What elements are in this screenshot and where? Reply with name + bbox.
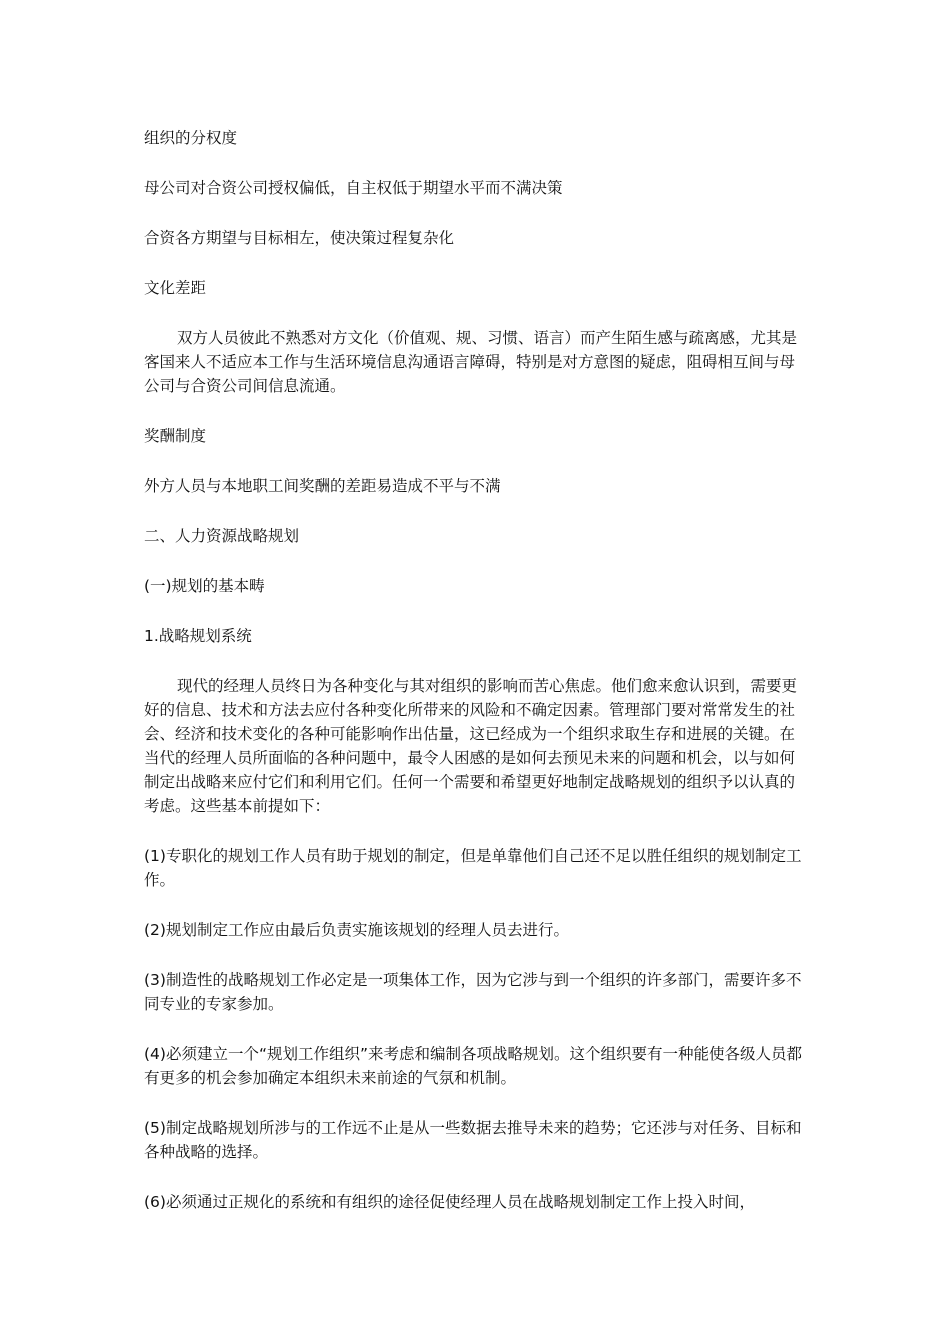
paragraph-heading-decentralization: 组织的分权度: [144, 129, 238, 147]
document-page: [144, 126, 809, 1214]
paragraph: 双方人员彼此不熟悉对方文化（价值观、规、习惯、语言）而产生陌生感与疏离感，尤其是客国来人不适应本工作与生活环境信息沟通语言障碍，特别是对方意图的疑虑，阻碍相互间与母公司与合资公司间信息流通。: [144, 329, 798, 395]
list-item: (6)必须通过正规化的系统和有组织的途径促使经理人员在战略规划制定工作上投入时间，: [144, 1193, 755, 1211]
paragraph: 合资各方期望与目标相左，使决策过程复杂化: [144, 229, 455, 247]
subsection-heading: 1.战略规划系统: [144, 627, 252, 645]
section-heading: 二、人力资源战略规划: [144, 527, 300, 545]
list-item: (5)制定战略规划所涉与的工作远不止是从一些数据去推导未来的趋势；它还涉与对任务、目标和各种战略的选择。: [144, 1119, 802, 1161]
list-item: (4)必须建立一个“规划工作组织”来考虑和编制各项战略规划。这个组织要有一种能使各级人员都有更多的机会参加确定本组织未来前途的气氛和机制。: [144, 1045, 803, 1087]
paragraph: 母公司对合资公司授权偏低，自主权低于期望水平而不满决策: [144, 179, 563, 197]
paragraph-heading-culture-gap: 文化差距: [144, 279, 207, 297]
paragraph-heading-reward-system: 奖酬制度: [144, 427, 207, 445]
list-item: (1)专职化的规划工作人员有助于规划的制定，但是单靠他们自己还不足以胜任组织的规划制定工作。: [144, 847, 802, 889]
list-item: (3)制造性的战略规划工作必定是一项集体工作，因为它涉与到一个组织的许多部门，需要许多不同专业的专家参加。: [144, 971, 802, 1013]
paragraph: 现代的经理人员终日为各种变化与其对组织的影响而苦心焦虑。他们愈来愈认识到，需要更好的信息、技术和方法去应付各种变化所带来的风险和不确定因素。管理部门要对常常发生的社会、经济和技术变化的各种可能影响作出估量，这已经成为一个组织求取生存和进展的关键。在当代的经理人员所面临的各种问题中，最令人困感的是如何去预见未来的问题和机会，以与如何制定出战略来应付它们和利用它们。任何一个需要和希望更好地制定战略规划的组织予以认真的考虑。这些基本前提如下：: [144, 677, 798, 815]
list-item: (2)规划制定工作应由最后负责实施该规划的经理人员去进行。: [144, 921, 569, 939]
paragraph: 外方人员与本地职工间奖酬的差距易造成不平与不满: [144, 477, 501, 495]
subsection-heading: (一)规划的基本畴: [144, 577, 265, 595]
